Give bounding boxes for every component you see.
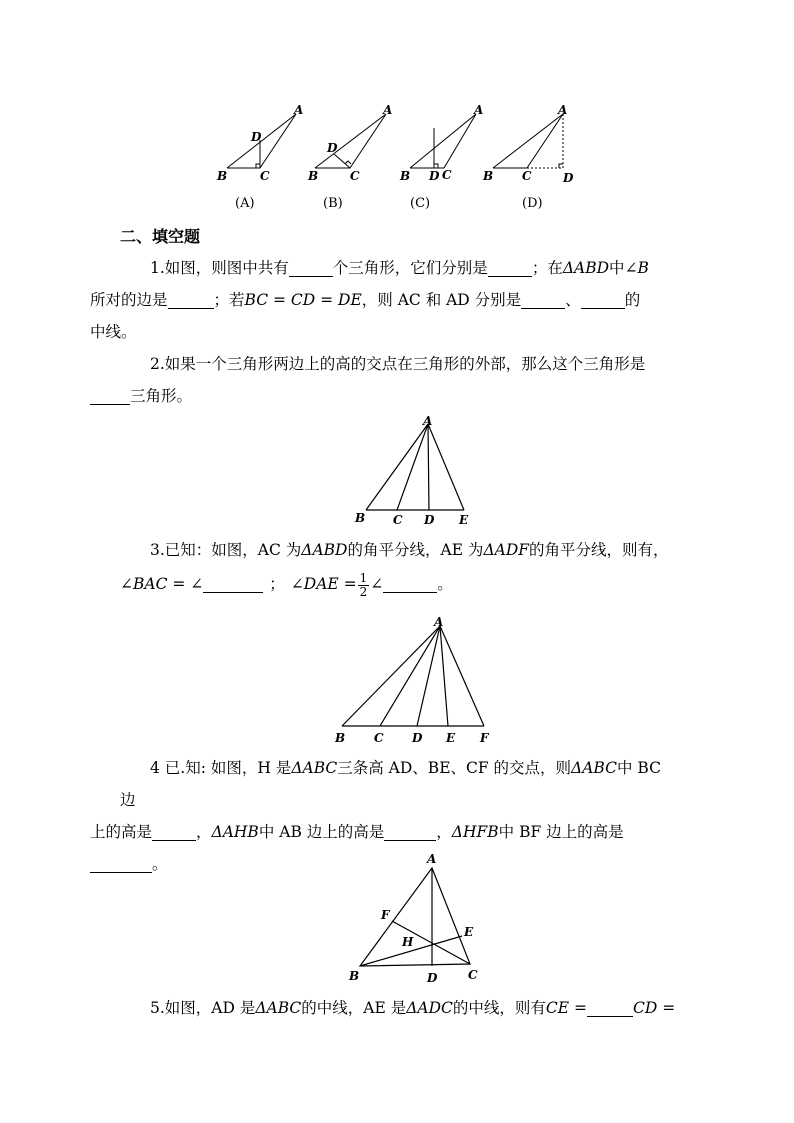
fig-d-label-c: C [522,169,532,183]
q4-text-4: 上的高是 [90,823,153,841]
q1-text-6: ；若 [213,291,245,309]
fig4-label-d: D [427,971,438,985]
q1-text-10: 中线。 [90,323,137,341]
fig-b-label-d: D [327,141,338,155]
q5-text-1: 5.如图，AD 是 [150,999,256,1017]
q4-text-2: 三条高 AD、BE、CF 的交点，则 [337,759,572,777]
question-1 [90,252,680,348]
q1-text-9: 的 [624,291,641,309]
fig-a-label-b: B [217,169,228,183]
q3-angle-1: ∠BAC = ∠ [120,575,204,593]
caption-d: (D) [522,196,543,211]
fig-b-label-a: A [383,103,393,117]
fig3-label-c: C [374,731,384,745]
q5-ce: CE = [545,999,588,1017]
fig-a-label-a: A [294,103,304,117]
q4-text-3: 中 BC 边 [120,759,661,809]
figure-options-abcd [210,100,590,215]
q3-fraction-numerator: 1 [359,570,368,585]
fig2-label-e: E [459,513,469,527]
q3-text-3: 的角平分线，则有， [529,541,669,559]
q4-text-7: ， [436,823,452,841]
question-5 [120,992,680,1024]
q4-triangle-1: ΔABC [291,759,338,777]
q3-fraction [358,572,370,599]
fig3-label-a: A [434,615,444,629]
q1-blank-1[interactable] [289,258,333,277]
q3-angle-2: ∠DAE = [290,575,357,593]
fig4-label-f: F [381,908,390,922]
fig-c-label-c: C [442,168,452,182]
q1-angle: ∠B [624,259,649,277]
q3-blank-2[interactable] [383,574,437,593]
q1-blank-2[interactable] [488,258,532,277]
q2-blank[interactable] [90,386,130,405]
caption-c: (C) [410,196,431,211]
q1-text-3: ；在 [531,259,563,277]
q4-text-5: ， [196,823,212,841]
fig-c-label-d: D [429,169,440,183]
q3-fraction-denominator: 2 [359,584,368,599]
q4-blank-1[interactable] [152,822,196,841]
q1-text-1: 1.如图，则图中共有 [150,259,289,277]
q5-triangle-2: ΔADC [406,999,453,1017]
q3-triangle-1: ΔABD [301,541,348,559]
fig-c-label-a: A [474,103,484,117]
caption-a: (A) [235,196,255,211]
q3-end: 。 [437,575,453,593]
q1-text-7: ，则 AC 和 AD 分别是 [361,291,522,309]
fig4-label-b: B [349,969,360,983]
caption-b: (B) [323,196,343,211]
question-3 [120,534,680,566]
question-3-line-2 [120,568,453,600]
q5-text-2: 的中线，AE 是 [301,999,407,1017]
fig-d-label-d: D [563,171,574,185]
q4-text-1: 4 已.知: 如图，H 是 [150,759,292,777]
q3-sep: ； [269,575,285,593]
fig-a-label-d: D [251,130,262,144]
q1-text-5: 所对的边是 [90,291,168,309]
fig-b-label-c: C [350,169,360,183]
q2-text-2: 三角形。 [130,387,193,405]
section-heading: 二、填空题 [120,227,201,246]
fig2-label-c: C [393,513,403,527]
q4-blank-3[interactable] [90,854,152,873]
fig-c-label-b: B [400,169,411,183]
figure-q4 [340,848,490,990]
q1-text-4: 中 [609,259,625,277]
q5-text-3: 的中线，则有 [452,999,546,1017]
q1-equation: BC = CD = DE [244,291,362,309]
question-2 [120,348,680,412]
q3-text-2: 的角平分线，AE 为 [347,541,484,559]
fig-a-label-c: C [260,169,270,183]
q5-triangle-1: ΔABC [255,999,302,1017]
fig4-label-h: H [402,935,414,949]
fig3-label-b: B [335,731,346,745]
fig3-label-f: F [480,731,489,745]
q4-blank-2[interactable] [384,822,436,841]
figure-q3 [330,612,500,750]
figure-q1 [350,412,480,530]
q3-angle-3: ∠ [370,575,384,593]
q4-end: 。 [152,855,168,873]
fig4-label-c: C [468,968,478,982]
q1-blank-3[interactable] [168,290,214,309]
fig2-label-d: D [424,513,435,527]
q4-triangle-3: ΔAHB [211,823,259,841]
q1-blank-4[interactable] [521,290,565,309]
fig-d-label-b: B [483,169,494,183]
q5-cd: CD = [633,999,676,1017]
q1-triangle: ΔABD [562,259,610,277]
q3-text-1: 3.已知：如图，AC 为 [150,541,302,559]
fig4-label-a: A [427,852,437,866]
fig3-label-e: E [446,731,456,745]
fig3-label-d: D [412,731,423,745]
q4-triangle-4: ΔHFB [451,823,499,841]
fig-d-label-a: A [558,103,568,117]
q4-text-8: 中 BF 边上的高是 [498,823,624,841]
q4-triangle-2: ΔABC [571,759,617,777]
q1-text-8: 、 [565,291,581,309]
q3-blank-1[interactable] [203,574,263,593]
q3-triangle-2: ΔADF [483,541,530,559]
q2-text-1: 2.如果一个三角形两边上的高的交点在三角形的外部，那么这个三角形是 [150,355,646,373]
fig2-label-a: A [423,414,433,428]
q5-blank-1[interactable] [587,998,633,1017]
fig4-label-e: E [464,925,474,939]
q4-text-6: 中 AB 边上的高是 [258,823,385,841]
q1-blank-5[interactable] [581,290,625,309]
fig-b-label-b: B [308,169,319,183]
fig2-label-b: B [355,511,366,525]
q1-text-2: 个三角形，它们分别是 [332,259,488,277]
